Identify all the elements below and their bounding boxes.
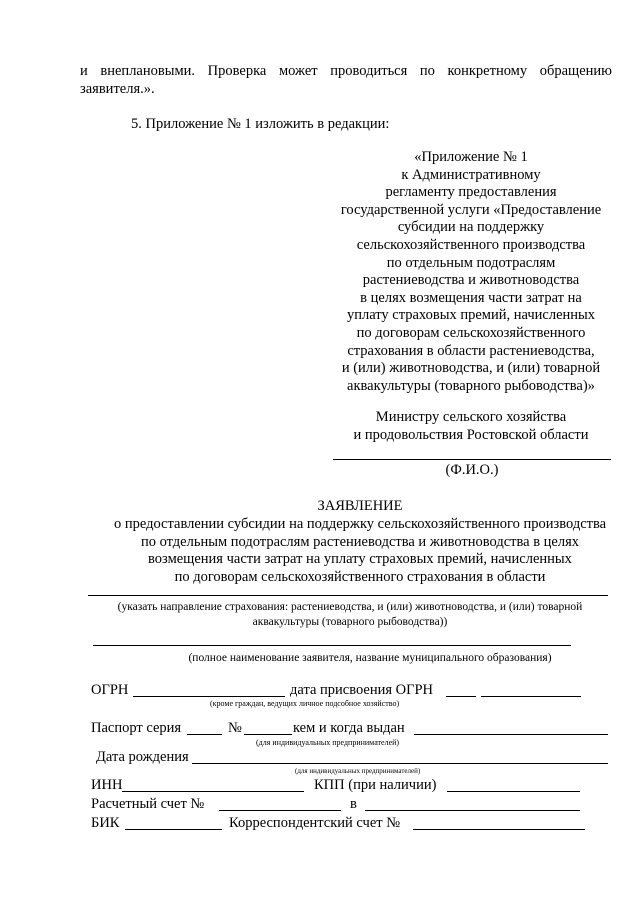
inn-label: ИНН: [91, 777, 123, 793]
account-field[interactable]: [219, 810, 341, 811]
kpp-field[interactable]: [447, 791, 580, 792]
passport-number-label: №: [228, 720, 242, 736]
statement-line: о предоставлении субсидии на поддержку сельскохозяйственного производства: [113, 515, 607, 532]
applicant-underline[interactable]: [93, 645, 571, 646]
minister-line-1: Министру сельского хозяйства: [375, 409, 567, 425]
statement-title: [80, 498, 640, 587]
bank-in-label: в: [350, 796, 357, 812]
ogrn-date-label: дата присвоения ОГРН: [290, 682, 434, 698]
applicant-note: (полное наименование заявителя, название муниципального образования): [188, 652, 552, 664]
direction-underline[interactable]: [88, 595, 608, 596]
corr-account-label: Корреспондентский счет №: [229, 815, 401, 831]
minister-line-2: и продовольствия Ростовской области: [353, 426, 589, 443]
corr-account-field[interactable]: [413, 829, 585, 830]
ogrn-date-field-2[interactable]: [481, 696, 581, 697]
statement-line: возмещения части затрат на уплату страховых премий, начисленных: [148, 551, 572, 568]
fio-caption: (Ф.И.О.): [445, 462, 499, 478]
appendix-line: сельскохозяйственного производства: [356, 236, 586, 253]
bik-label: БИК: [91, 815, 120, 831]
passport-series-label: Паспорт серия: [91, 720, 182, 736]
ogrn-label: ОГРН: [91, 682, 129, 698]
appendix-line: и (или) животноводства, и (или) товарной: [341, 360, 601, 377]
account-label: Расчетный счет №: [91, 796, 205, 812]
ogrn-date-field-1[interactable]: [446, 696, 476, 697]
passport-number-field[interactable]: [244, 734, 292, 735]
appendix-line: «Приложение № 1: [414, 149, 528, 165]
statement-line: по отдельным подотраслям растениеводства и животноводства в целях: [140, 533, 580, 550]
ogrn-note: (кроме граждан, ведущих личное подсобное хозяйство): [210, 699, 400, 708]
passport-series-field[interactable]: [187, 734, 222, 735]
direction-note-2: аквакультуры (товарного рыбоводства)): [252, 616, 448, 628]
appendix-line: аквакультуры (товарного рыбоводства)»: [347, 377, 595, 394]
point-5: 5. Приложение № 1 изложить в редакции:: [131, 116, 390, 132]
appendix-line: к Административному: [401, 166, 541, 183]
appendix-line: регламенту предоставления: [385, 184, 557, 201]
passport-issued-label: кем и когда выдан: [293, 720, 405, 736]
direction-note-1: (указать направление страхования: растениеводства, и (или) животноводства, и (или) товарной: [117, 601, 583, 613]
birth-note: (для индивидуальных предпринимателей): [295, 767, 421, 775]
appendix-line: в целях возмещения части затрат на: [360, 289, 582, 306]
kpp-label: КПП (при наличии): [314, 777, 437, 793]
statement-line: по договорам сельскохозяйственного страхования в области: [174, 569, 546, 586]
appendix-line: по договорам сельскохозяйственного: [356, 324, 586, 341]
fio-underline[interactable]: [333, 459, 611, 460]
appendix-line: уплату страховых премий, начисленных: [346, 307, 596, 324]
intro-line-1: и внеплановыми. Проверка может проводиться по конкретному обращению: [80, 63, 612, 79]
birth-field[interactable]: [192, 763, 608, 764]
ogrn-field[interactable]: [133, 696, 285, 697]
appendix-line: субсидии на поддержку: [397, 219, 545, 236]
birth-label: Дата рождения: [96, 749, 189, 765]
appendix-line: страхования в области растениеводства,: [347, 342, 595, 359]
appendix-line: растениеводства и животноводства: [362, 272, 580, 289]
intro-line-2: заявителя.».: [80, 81, 155, 97]
appendix-block: [330, 149, 612, 395]
appendix-line: государственной услуги «Предоставление: [340, 201, 602, 218]
passport-note: (для индивидуальных предпринимателей): [256, 738, 400, 747]
inn-field[interactable]: [122, 791, 304, 792]
bik-field[interactable]: [125, 829, 222, 830]
passport-issued-field[interactable]: [414, 734, 608, 735]
appendix-line: по отдельным подотраслям: [386, 254, 556, 271]
minister-block: [330, 409, 612, 444]
statement-heading: ЗАЯВЛЕНИЕ: [317, 498, 403, 514]
bank-field[interactable]: [365, 810, 580, 811]
